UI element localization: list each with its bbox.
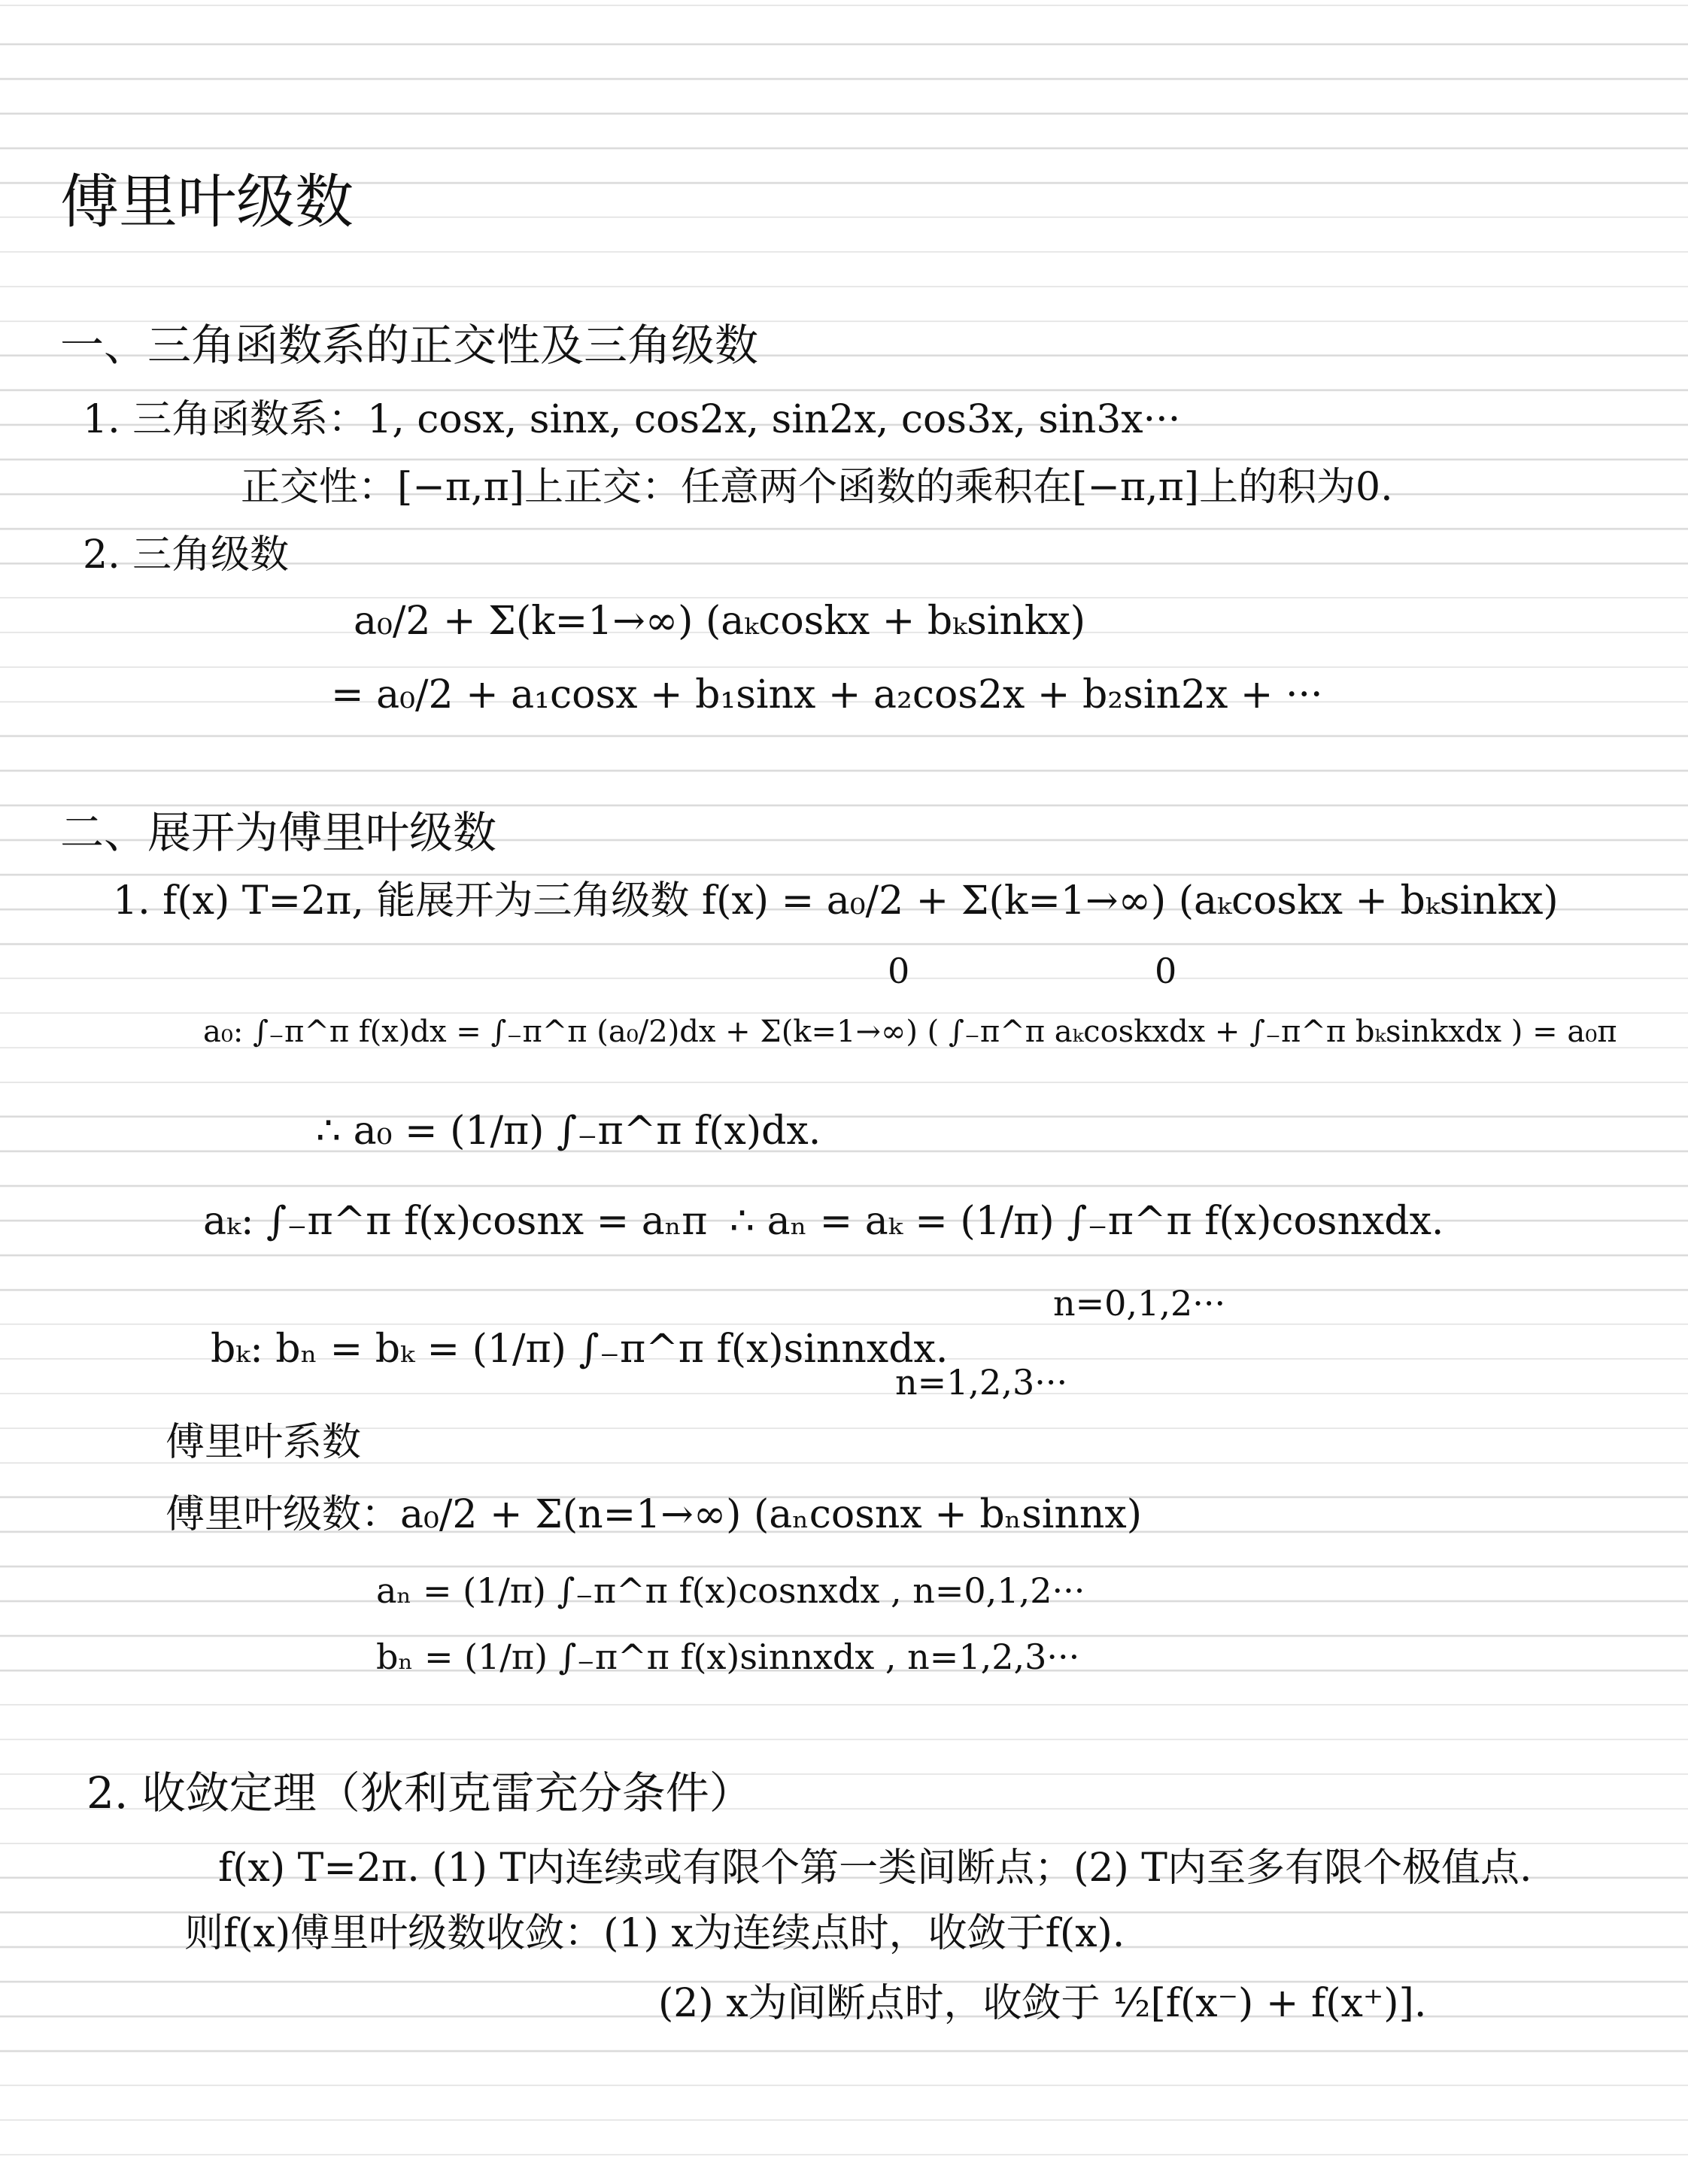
trig-system-line: 1. 三角函数系：1, cosx, sinx, cos2x, sin2x, cos3x, sin3x···	[83, 397, 1181, 442]
n-range-b: n=1,2,3···	[895, 1362, 1068, 1403]
ak-derivation: aₖ: ∫₋π^π f(x)cosnx = aₙπ	[203, 1199, 708, 1244]
zero-annotation-a: 0	[888, 951, 910, 991]
an-result: ∴ aₙ = aₖ = (1/π) ∫₋π^π f(x)cosnxdx.	[730, 1199, 1444, 1244]
section-2-heading: 二、展开为傅里叶级数	[60, 807, 497, 858]
a0-result: ∴ a₀ = (1/π) ∫₋π^π f(x)dx.	[316, 1109, 821, 1154]
a0-derivation: a₀: ∫₋π^π f(x)dx = ∫₋π^π (a₀/2)dx + Σ(k=1→∞) ( ∫₋π^π aₖcoskxdx + ∫₋π^π bₖsinkxdx ) = a₀π	[203, 1015, 1617, 1049]
convergence-theorem-heading: 2. 收敛定理（狄利克雷充分条件）	[87, 1767, 753, 1818]
an-formula: aₙ = (1/π) ∫₋π^π f(x)cosnxdx , n=0,1,2···	[376, 1570, 1085, 1611]
zero-annotation-b: 0	[1155, 951, 1177, 991]
convergence-continuous: 则f(x)傅里叶级数收敛：(1) x为连续点时，收敛于f(x).	[184, 1911, 1125, 1956]
convergence-discontinuous: (2) x为间断点时，收敛于 ½[f(x⁻) + f(x⁺)].	[658, 1981, 1427, 2026]
bk-derivation: bₖ: bₙ = bₖ = (1/π) ∫₋π^π f(x)sinnxdx.	[211, 1327, 949, 1372]
page-title: 傅里叶级数	[60, 168, 354, 236]
fourier-series-label: 傅里叶级数：a₀/2 + Σ(n=1→∞) (aₙcosnx + bₙsinnx)	[165, 1492, 1143, 1537]
expansion-statement: 1. f(x) T=2π, 能展开为三角级数 f(x) = a₀/2 + Σ(k=1→∞) (aₖcoskx + bₖsinkx)	[113, 878, 1559, 924]
trig-series-label: 2. 三角级数	[83, 532, 290, 578]
orthogonality-line: 正交性：[−π,π]上正交：任意两个函数的乘积在[−π,π]上的积为0.	[241, 465, 1393, 510]
trig-series-expansion: = a₀/2 + a₁cosx + b₁sinx + a₂cos2x + b₂sin2x + ···	[331, 672, 1323, 717]
section-1-heading: 一、三角函数系的正交性及三角级数	[60, 320, 759, 371]
fourier-coefficients-label: 傅里叶系数	[165, 1420, 362, 1465]
trig-series-formula: a₀/2 + Σ(k=1→∞) (aₖcoskx + bₖsinkx)	[354, 599, 1086, 644]
n-range-a: n=0,1,2···	[1053, 1283, 1226, 1324]
bn-formula: bₙ = (1/π) ∫₋π^π f(x)sinnxdx , n=1,2,3···	[376, 1636, 1080, 1677]
dirichlet-conditions: f(x) T=2π. (1) T内连续或有限个第一类间断点；(2) T内至多有限个极值点.	[218, 1846, 1532, 1891]
